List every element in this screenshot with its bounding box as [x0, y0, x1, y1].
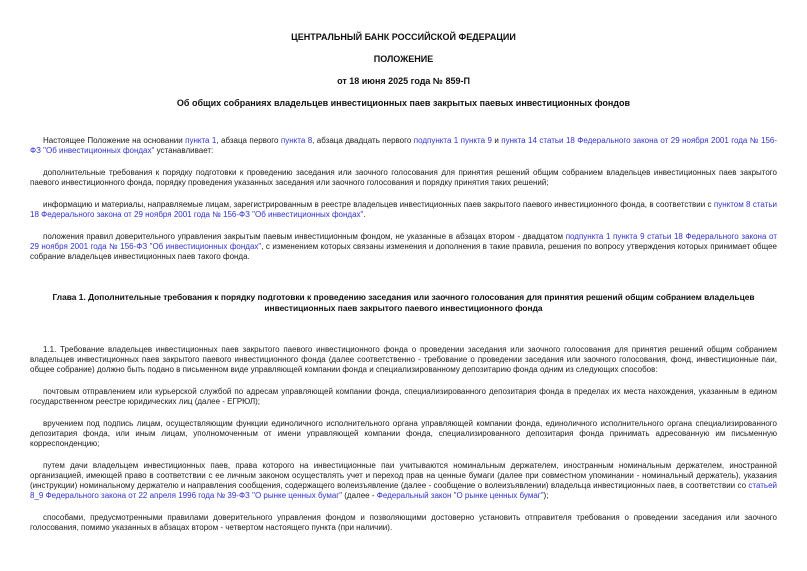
intro-section [30, 136, 777, 262]
legal-reference-link[interactable]: пункта 1 [185, 136, 217, 145]
legal-reference-link[interactable]: пункта 8 [280, 136, 313, 145]
document-body [0, 136, 807, 533]
paragraph-text: дополнительные требования к порядку подготовки к проведению заседания или заочного голосования для принятия решений общим собранием владельцев инвестиционных паев закрытого паевого инвестиционного фонда, порядку проведения указанных заседания или заочного голосования и порядку принятия таких решений; [30, 168, 777, 187]
paragraph-text: положения правил доверительного управления закрытым паевым инвестиционным фондом, не указанные в абзацах втором - двадцатом [43, 232, 566, 241]
chapter-1-section [30, 345, 777, 533]
paragraph-text: (далее - [342, 491, 377, 500]
paragraph-text: . [363, 210, 366, 219]
paragraph-text: вручением под подпись лицам, осуществляющим функции единоличного исполнительного органа управляющей компании фонда, единоличного исполнительного органа специализированного депозитария фонда, или иным лицам, уполномоченным от имени управляющей компании фонда, специализированного депозитария фонда принимать адресованную им письменную корреспонденцию; [30, 419, 777, 448]
chapter-1-paragraph-4 [30, 461, 777, 501]
document-type: ПОЛОЖЕНИЕ [373, 54, 434, 64]
legal-reference-link[interactable]: подпункта 1 пункта 9 статьи 18 Федерального закона от 29 ноября 2001 года № 156-ФЗ "Об инвестиционных фондах" [30, 232, 777, 251]
paragraph-text: способами, предусмотренными правилами доверительного управления фондом и позволяющими достоверно установить отправителя требования о проведении заседания или заочного голосования, помимо указанных в абзацах втором - четвертом настоящего пункта (при наличии). [30, 513, 777, 532]
chapter-1-paragraph-2 [30, 387, 777, 407]
chapter-1-heading: Глава 1. Дополнительные требования к порядку подготовки к проведению заседания или заочного голосования для принятия решений общим собранием владельцев инвестиционных паев закрытого паевого инвестиционного фонда [52, 292, 755, 313]
intro-paragraph-4 [30, 232, 777, 262]
paragraph-text: устанавливает: [154, 146, 214, 155]
paragraph-text: информацию и материалы, направляемые лицам, зарегистрированным в реестре владельцев инвестиционных паев закрытого паевого инвестиционного фонда, в соответствии с [43, 200, 714, 209]
intro-paragraph-3 [30, 200, 777, 220]
paragraph-text: почтовым отправлением или курьерской службой по адресам управляющей компании фонда, специализированного депозитария фонда в пределах их места нахождения, указанным в едином государственном реестре юридических лиц (далее - ЕГРЮЛ); [30, 387, 777, 406]
paragraph-text: ); [543, 491, 549, 500]
document-date-number: от 18 июня 2025 года № 859-П [337, 76, 470, 86]
legal-reference-link[interactable]: пунктом 8 статьи 18 Федерального закона от 29 ноября 2001 года № 156-ФЗ "Об инвестиционных фондах" [30, 200, 777, 219]
paragraph-text: Настоящее Положение на основании [43, 136, 186, 145]
chapter-1-paragraph-5 [30, 513, 777, 533]
legal-reference-link[interactable]: статьей 8_9 Федерального закона от 22 апреля 1996 года № 39-ФЗ "О рынке ценных бумаг" [30, 481, 777, 500]
paragraph-text: и [491, 136, 502, 145]
chapter-1-paragraph-1 [30, 345, 777, 375]
paragraph-text: путем дачи владельцем инвестиционных паев, права которого на инвестиционные паи учитываются номинальным держателем, иностранным номинальным держателем, иностранной организацией, имеющей право в соответствии с ее личным законом осуществлять учет и переход прав на ценные бумаги (далее при совместном упоминании - номинальный держатель), указания (инструкции) номинальному держателю и направления сообщения, содержащего волеизъявление (далее - сообщение о волеизъявлении) владельца инвестиционных паев, в соответствии со [30, 461, 777, 490]
paragraph-text: , с изменением которых связаны изменения и дополнения в такие правила, решения по вопросу утверждения которых принимает общее собрание владельцев инвестиционных паев такого фонда. [30, 242, 777, 261]
intro-paragraph-2 [30, 168, 777, 188]
issuer-name: ЦЕНТРАЛЬНЫЙ БАНК РОССИЙСКОЙ ФЕДЕРАЦИИ [291, 32, 516, 42]
intro-paragraph-1 [30, 136, 777, 156]
paragraph-text: , абзаца двадцать первого [312, 136, 414, 145]
paragraph-text: , абзаца первого [216, 136, 281, 145]
document-header [0, 0, 807, 108]
document-title: Об общих собраниях владельцев инвестиционных паев закрытых паевых инвестиционных фондов [176, 98, 631, 108]
legal-reference-link[interactable]: Федеральный закон "О рынке ценных бумаг" [376, 491, 544, 500]
legal-reference-link[interactable]: пункта 14 статьи 18 Федерального закона от 29 ноября 2001 года № 156-ФЗ "Об инвестиционных фондах" [30, 136, 778, 155]
chapter-1-paragraph-3 [30, 419, 777, 449]
legal-reference-link[interactable]: подпункта 1 пункта 9 [413, 136, 492, 145]
paragraph-text: 1.1. Требование владельцев инвестиционных паев закрытого паевого инвестиционного фонда о проведении заседания или заочного голосования для принятия решений общим собранием владельцев инвестиционных паев закрытого паевого инвестиционного фонда (далее соответственно - требование о проведении заседания или заочного голосования, фонд, инвестиционные паи, общее собрание) должно быть подано в письменном виде управляющей компании фонда и специализированному депозитарию фонда одним из следующих способов: [30, 345, 777, 374]
